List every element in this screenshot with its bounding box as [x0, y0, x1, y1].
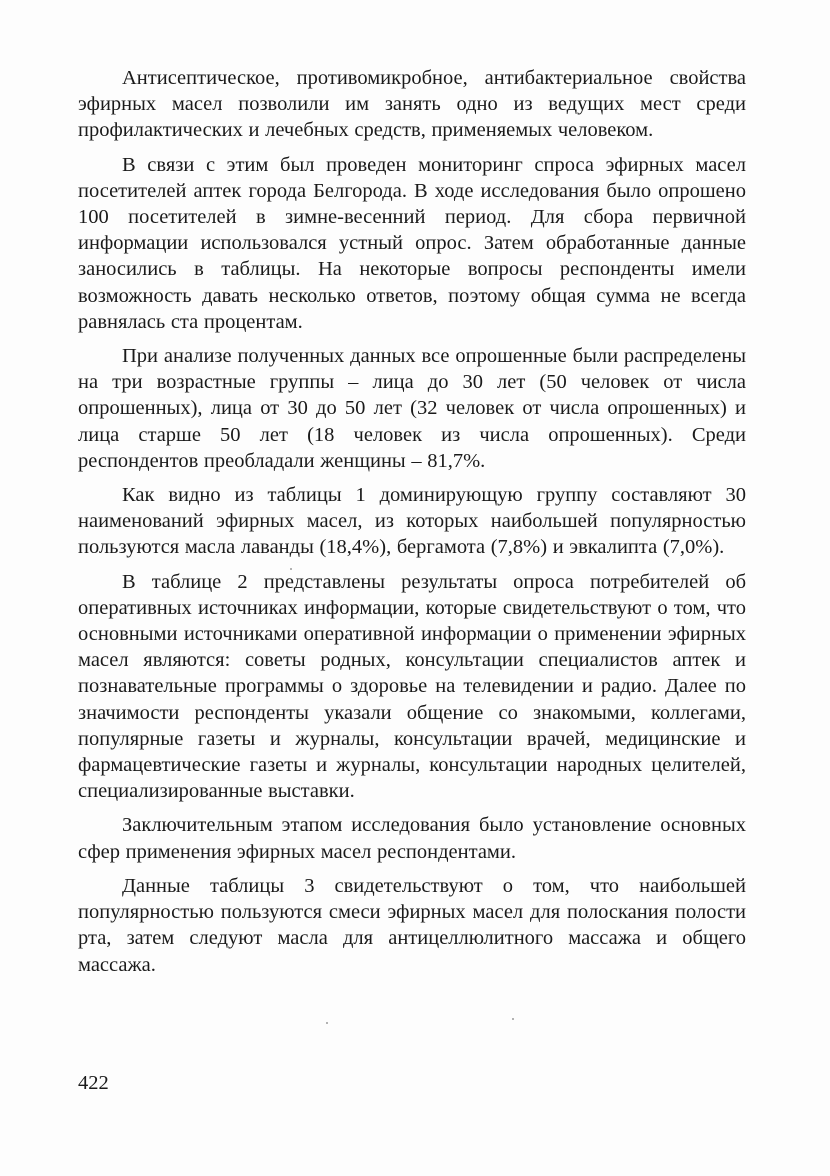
paragraph-7: Данные таблицы 3 свидетельствуют о том, что наибольшей популярностью пользуются смеси эфирных масел для полоскания полости рта, затем следуют масла для антицеллюлитного массажа и общего массажа. — [78, 874, 746, 976]
paragraph-2: В связи с этим был проведен мониторинг спроса эфирных масел посетителей аптек города Белгорода. В ходе исследования было опрошено 100 посетителей в зимне-весенний период. Для сбора первичной информации использовался устный опрос. Затем обработанные данные заносились в таблицы. На некоторые вопросы респонденты имели возможность давать несколько ответов, поэтому общая сумма не всегда равнялась ста процентам. — [78, 153, 746, 333]
paragraph-6: Заключительным этапом исследования было установление основных сфер применения эфирных масел респондентами. — [78, 814, 746, 863]
paragraph-1: Антисептическое, противомикробное, антибактериальное свойства эфирных масел позволили им занять одно из ведущих мест среди профилактических и лечебных средств, применяемых человеком. — [78, 67, 746, 142]
page-number: 422 — [78, 1072, 109, 1094]
scan-speck — [326, 1022, 328, 1024]
paragraph-5: В таблице 2 представлены результаты опроса потребителей об оперативных источниках информации, которые свидетельствуют о том, что основными источниками оперативной информации о применении эфирных масел являются: советы родных, консультации специалистов аптек и познавательные программы о здоровье на телевидении и радио. Далее по значимости респонденты указали общение со знакомыми, коллегами, популярные газеты и журналы, консультации врачей, медицинские и фармацевтические газеты и журналы, консультации народных целителей, специализированные выставки. — [78, 570, 746, 803]
paragraph-4: Как видно из таблицы 1 доминирующую группу составляют 30 наименований эфирных масел, из которых наибольшей популярностью пользуются масла лаванды (18,4%), бергамота (7,8%) и эвкалипта (7,0%). — [78, 484, 746, 559]
scan-speck — [512, 1018, 514, 1020]
scan-speck — [290, 568, 292, 570]
paragraph-3: При анализе полученных данных все опрошенные были распределены на три возрастные группы – лица до 30 лет (50 человек от числа опрошенных), лица от 30 до 50 лет (32 человек от числа опрошенных) и лица старше 50 лет (18 человек из числа опрошенных). Среди респондентов преобладали женщины – 81,7%. — [78, 345, 746, 472]
body-text — [78, 65, 746, 986]
